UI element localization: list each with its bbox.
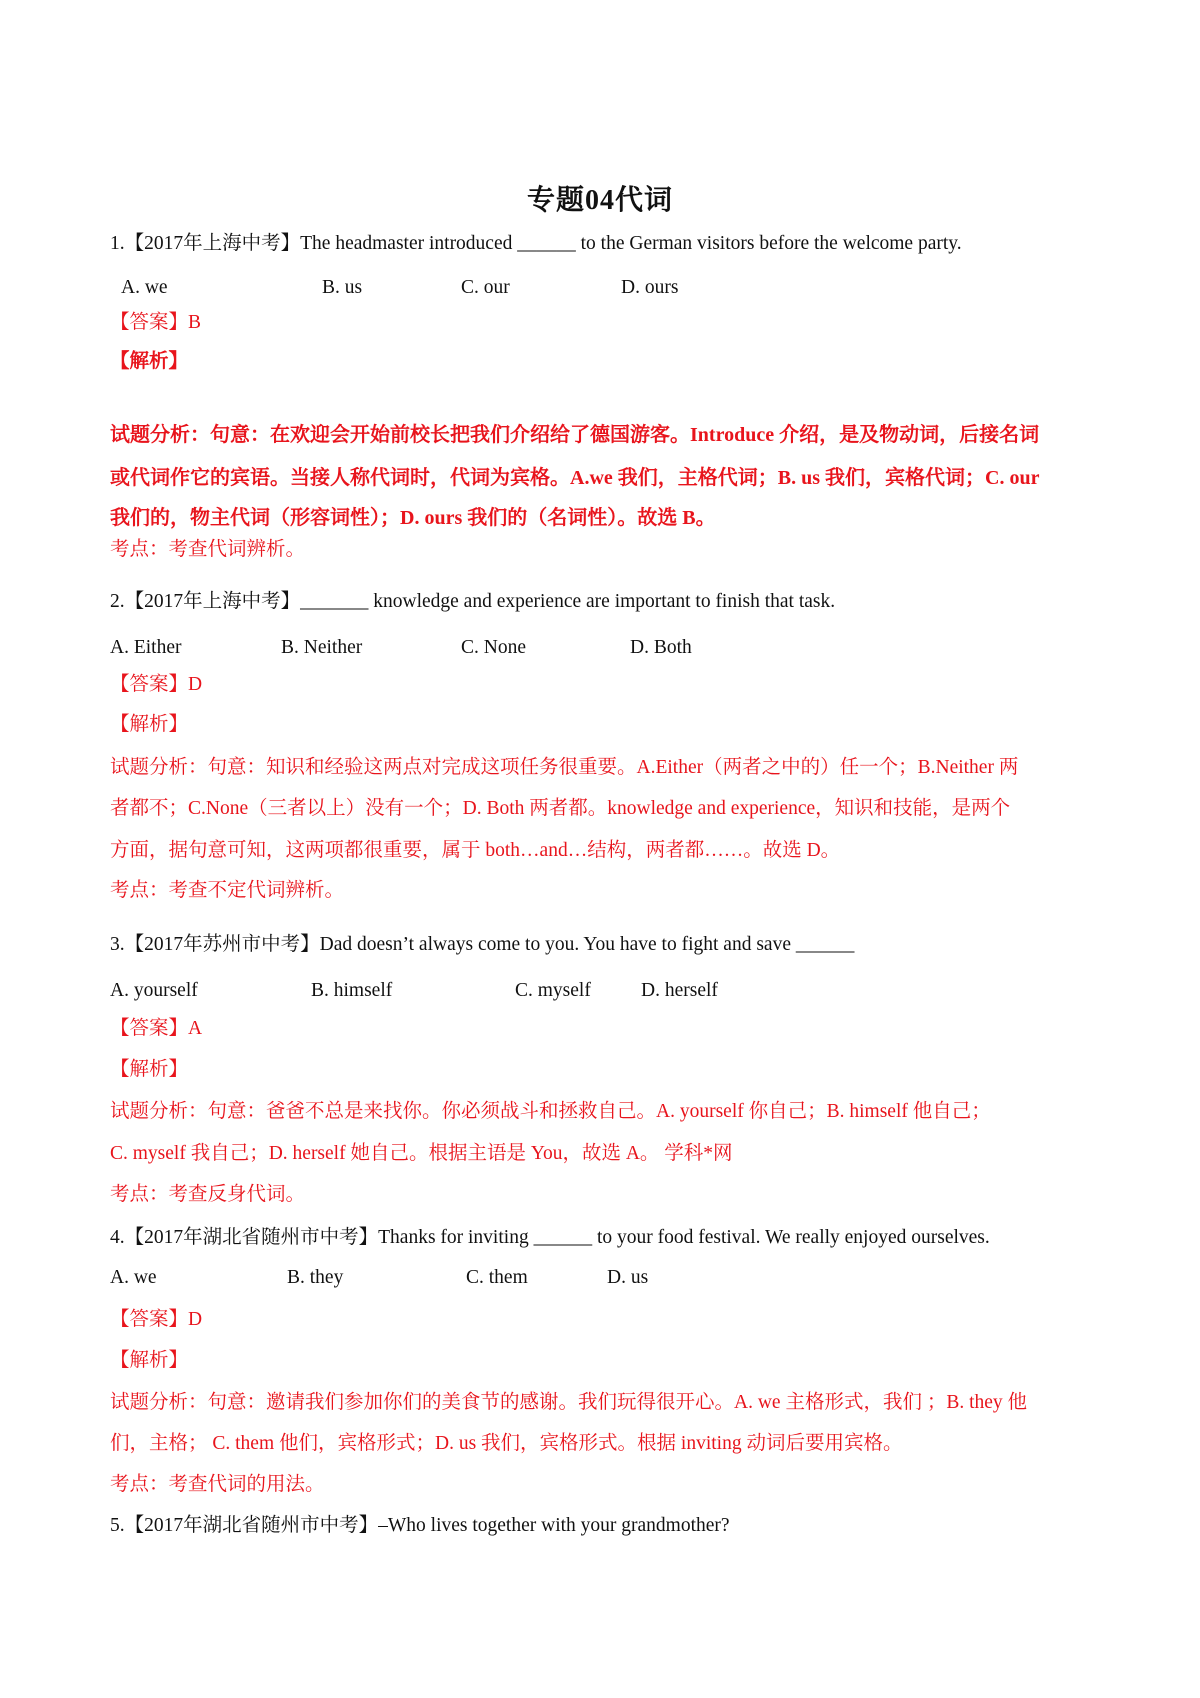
question-5-stem: 5.【2017年湖北省随州市中考】–Who lives together with your grandmother? xyxy=(110,1515,730,1536)
question-3-answer: 【答案】A xyxy=(110,1018,203,1039)
question-1-stem: 1.【2017年上海中考】The headmaster introduced ______ to the German visitors before the welcome party. xyxy=(110,233,962,254)
question-2-option-d: D. Both xyxy=(630,637,692,658)
question-4-stem: 4.【2017年湖北省随州市中考】Thanks for inviting ______ to your food festival. We really enjoyed ourselves. xyxy=(110,1227,990,1248)
question-4-kaodian: 考点：考查代词的用法。 xyxy=(110,1474,325,1495)
question-4-option-c: C. them xyxy=(466,1267,528,1288)
question-1-analysis-label: 【解析】 xyxy=(110,351,189,372)
question-2-option-c: C. None xyxy=(461,637,526,658)
question-3-kaodian: 考点：考查反身代词。 xyxy=(110,1184,306,1205)
question-4-analysis-label: 【解析】 xyxy=(110,1350,189,1371)
question-1-kaodian: 考点：考查代词辨析。 xyxy=(110,539,306,560)
question-3-option-c: C. myself xyxy=(515,980,591,1001)
question-2-analysis-label: 【解析】 xyxy=(110,714,189,735)
question-2-option-b: B. Neither xyxy=(281,637,363,658)
question-2-answer: 【答案】D xyxy=(110,674,203,695)
question-4-analysis-line-2: 们，主格； C. them 他们，宾格形式；D. us 我们，宾格形式。根据 inviting 动词后要用宾格。 xyxy=(110,1433,903,1454)
question-4-option-d: D. us xyxy=(607,1267,649,1288)
question-4-option-b: B. they xyxy=(287,1267,344,1288)
question-1-answer: 【答案】B xyxy=(110,312,202,333)
question-1-option-d: D. ours xyxy=(621,277,679,298)
page-title: 专题04代词 xyxy=(526,185,673,216)
question-2-option-a: A. Either xyxy=(110,637,182,658)
question-3-option-b: B. himself xyxy=(311,980,393,1001)
question-3-option-a: A. yourself xyxy=(110,980,198,1001)
question-2-analysis-line-2: 者都不；C.None（三者以上）没有一个；D. Both 两者都。knowledge and experience，知识和技能，是两个 xyxy=(110,798,1011,819)
question-3-option-d: D. herself xyxy=(641,980,718,1001)
question-2-kaodian: 考点：考查不定代词辨析。 xyxy=(110,880,345,901)
question-1-option-a: A. we xyxy=(121,277,168,298)
question-1-option-b: B. us xyxy=(322,277,363,298)
question-1-analysis-line-2: 或代词作它的宾语。当接人称代词时，代词为宾格。A.we 我们，主格代词；B. us 我们，宾格代词；C. our xyxy=(110,467,1040,489)
question-4-option-a: A. we xyxy=(110,1267,157,1288)
question-2-analysis-line-3: 方面，据句意可知，这两项都很重要，属于 both…and…结构，两者都……。故选 D。 xyxy=(110,840,841,861)
question-4-answer: 【答案】D xyxy=(110,1309,203,1330)
question-2-analysis-line-1: 试题分析：句意：知识和经验这两点对完成这项任务很重要。A.Either（两者之中的）任一个；B.Neither 两 xyxy=(110,757,1019,778)
question-3-analysis-line-2: C. myself 我自己；D. herself 她自己。根据主语是 You，故选 A。 学科*网 xyxy=(110,1143,733,1164)
question-3-stem: 3.【2017年苏州市中考】Dad doesn’t always come to you. You have to fight and save ______ xyxy=(110,934,855,955)
question-3-analysis-line-1: 试题分析：句意：爸爸不总是来找你。你必须战斗和拯救自己。A. yourself 你自己；B. himself 他自己； xyxy=(110,1101,991,1122)
question-1-option-c: C. our xyxy=(461,277,510,298)
question-1-analysis-line-3: 我们的，物主代词（形容词性）；D. ours 我们的（名词性）。故选 B。 xyxy=(110,507,716,529)
question-2-stem: 2.【2017年上海中考】_______ knowledge and experience are important to finish that task. xyxy=(110,591,836,612)
question-3-analysis-label: 【解析】 xyxy=(110,1059,189,1080)
question-4-analysis-line-1: 试题分析：句意：邀请我们参加你们的美食节的感谢。我们玩得很开心。A. we 主格形式，我们 ；B. they 他 xyxy=(110,1392,1028,1413)
question-1-analysis-line-1: 试题分析：句意：在欢迎会开始前校长把我们介绍给了德国游客。Introduce 介绍，是及物动词，后接名词 xyxy=(110,424,1040,446)
